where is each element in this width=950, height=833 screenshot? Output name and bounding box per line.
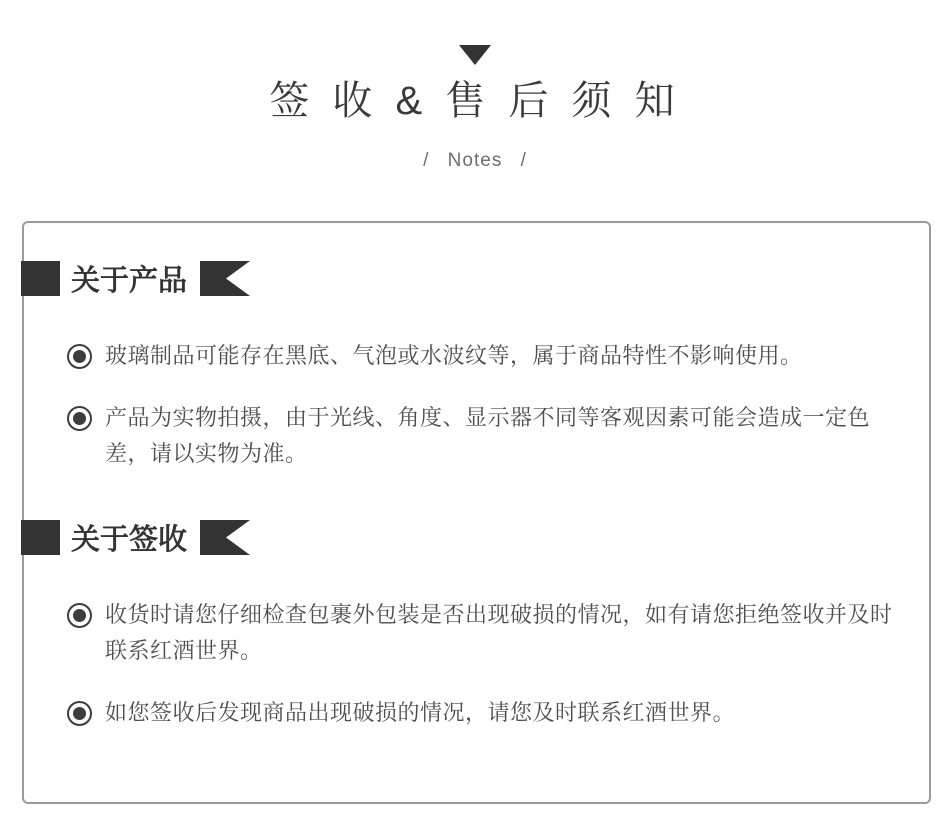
note-text: 收货时请您仔细检查包裹外包装是否出现破损的情况，如有请您拒绝签收并及时联系红酒世界。 — [105, 602, 893, 663]
black-square-icon — [21, 520, 60, 555]
note-list-product — [24, 338, 903, 472]
note-text: 如您签收后发现商品出现破损的情况，请您及时联系红酒世界。 — [105, 700, 736, 725]
note-text: 产品为实物拍摄，由于光线、角度、显示器不同等客观因素可能会造成一定色差，请以实物为准。 — [105, 405, 871, 466]
fisheye-bullet-icon — [67, 701, 92, 726]
section-about-receipt — [24, 520, 903, 731]
notes-box — [22, 221, 931, 804]
section-heading-text: 关于产品 — [71, 265, 188, 297]
page-title: 签 收 & 售 后 须 知 — [269, 79, 681, 123]
fisheye-bullet-icon — [67, 603, 92, 628]
down-triangle-icon — [459, 45, 491, 65]
note-text: 玻璃制品可能存在黑底、气泡或水波纹等，属于商品特性不影响使用。 — [105, 343, 803, 368]
note-item — [67, 695, 903, 731]
note-item — [67, 400, 903, 472]
section-heading-text: 关于签收 — [71, 524, 188, 556]
page-subtitle: / Notes / — [423, 150, 527, 171]
section-heading-product — [21, 261, 903, 296]
fisheye-bullet-icon — [67, 344, 92, 369]
section-heading-receipt — [21, 520, 903, 555]
section-about-product — [24, 261, 903, 472]
notes-header — [0, 45, 950, 172]
ribbon-flag-icon — [200, 261, 250, 296]
fisheye-bullet-icon — [67, 406, 92, 431]
ribbon-flag-icon — [200, 520, 250, 555]
black-square-icon — [21, 261, 60, 296]
note-list-receipt — [24, 597, 903, 731]
note-item — [67, 338, 903, 374]
note-item — [67, 597, 903, 669]
